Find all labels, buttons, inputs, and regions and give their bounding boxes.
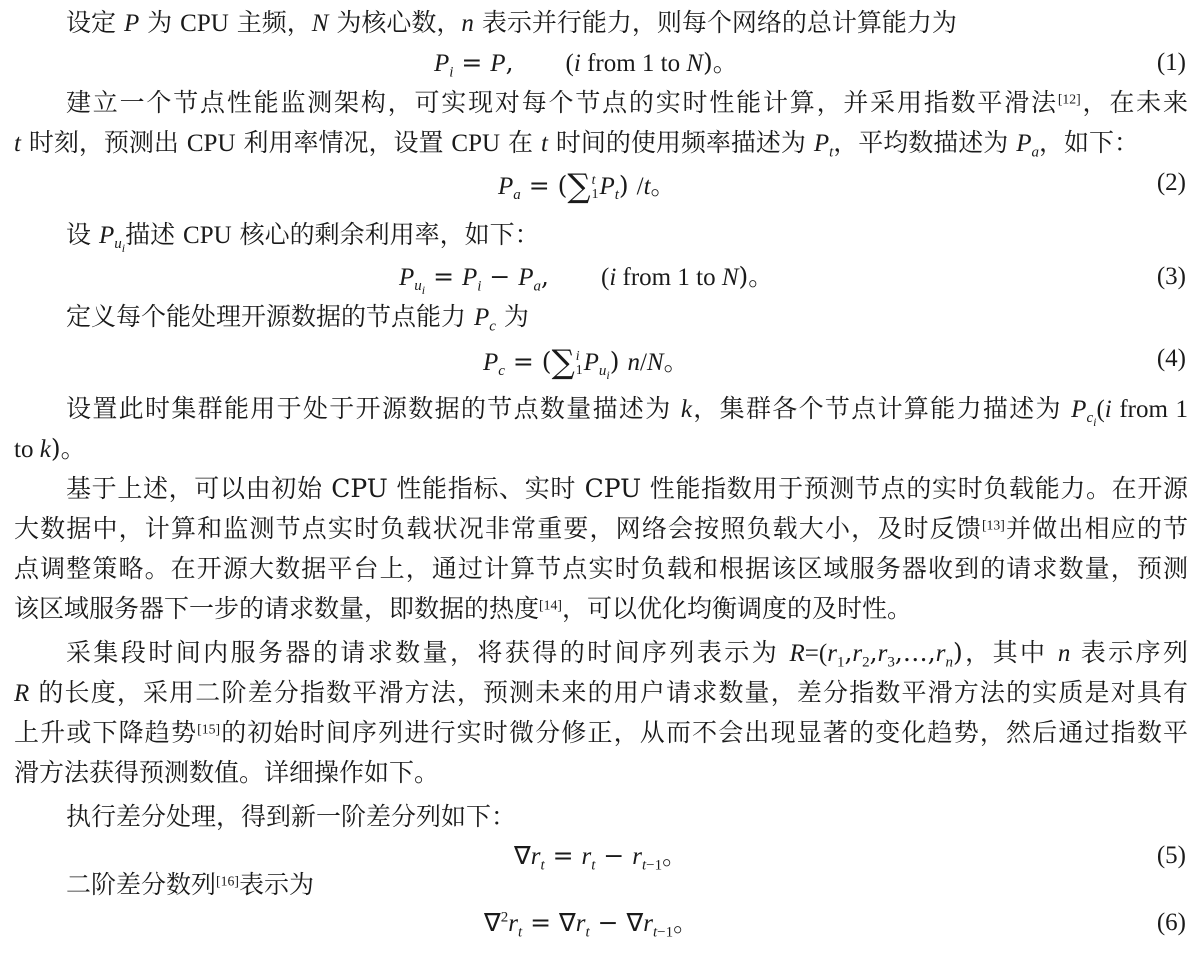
equation-3: $P_{u_i} = P_i - P_a$, (i from 1 to N)。 (3): [399, 262, 1186, 298]
paragraph-cluster-line-1: 设置此时集群能用于处于开源数据的节点数量描述为 k，集群各个节点计算能力描述为 $P_{c_i}(i$ from 1: [66, 394, 1189, 430]
paragraph-monitoring-line-2: t 时刻，预测出 CPU 利用率情况，设置 CPU 在 t 时间的使用频率描述为 $P_t$，平均数描述为 $P_a$，如下：: [14, 128, 1140, 161]
paragraph-cluster-line-2: to k)。: [14, 434, 86, 463]
equation-4: $P_c$ = (∑ i 1 $P_{u_i}$) n/N。 (4): [483, 343, 1186, 383]
paragraph-request-line-3: 上升或下降趋势[15]的初始时间序列进行实时微分修正，从而不会出现显著的变化趋势，然后通过指数平: [14, 718, 1188, 747]
paragraph-node-capability: 定义每个能处理开源数据的节点能力 $P_c$ 为: [66, 302, 529, 335]
equation-5-number: (5): [1156, 842, 1186, 869]
equation-6-number: (6): [1156, 909, 1186, 936]
paragraph-load-line-2: 大数据中，计算和监测节点实时负载状况非常重要，网络会按照负载大小，及时反馈[13]并做出相应的节: [14, 514, 1188, 543]
equation-5: $\nabla r_t = r_t - r_{t-1}$。 (5): [514, 841, 1186, 874]
paragraph-request-line-1: 采集段时间内服务器的请求数量，将获得的时间序列表示为 $R=(r_1,r_2,r_3,\dots,r_n)$，其中 n 表示序列: [66, 638, 1188, 671]
paragraph-load-line-3: 点调整策略。在开源大数据平台上，通过计算节点实时负载和根据该区域服务器收到的请求数量，预测: [14, 554, 1188, 583]
paragraph-request-line-4: 滑方法获得预测数值。详细操作如下。: [14, 758, 440, 787]
paragraph-load-line-1: 基于上述，可以由初始 CPU 性能指标、实时 CPU 性能指数用于预测节点的实时负载能力。在开源: [66, 474, 1188, 503]
equation-1-number: (1): [1156, 49, 1186, 76]
paragraph-first-difference: 执行差分处理，得到新一阶差分列如下：: [66, 802, 517, 831]
equation-2-number: (2): [1156, 169, 1186, 196]
equation-6: $\nabla^2r_t = \nabla r_t - \nabla r_{t-1}$。 (6): [484, 908, 1186, 941]
paragraph-load-line-4: 该区域服务器下一步的请求数量，即数据的热度[14]，可以优化均衡调度的及时性。: [14, 594, 912, 623]
equation-4-number: (4): [1156, 345, 1186, 372]
equation-2: $P_a$ = (∑ t 1 $P_t$) /t。 (2): [498, 167, 1186, 205]
paragraph-monitoring-line-1: 建立一个节点性能监测架构，可实现对每个节点的实时性能计算，并采用指数平滑法[12]，在未来: [66, 88, 1188, 117]
paragraph-request-line-2: R 的长度，采用二阶差分指数平滑方法，预测未来的用户请求数量，差分指数平滑方法的实质是对具有: [14, 678, 1188, 707]
equation-1: $P_i = P$, (i from 1 to N)。 (1): [434, 48, 1186, 81]
equation-3-number: (3): [1156, 263, 1186, 290]
paragraph-cpu-frequency: 设定 P 为 CPU 主频，N 为核心数，n 表示并行能力，则每个网络的总计算能力为: [66, 8, 957, 37]
paragraph-second-difference: 二阶差分数列[16]表示为: [66, 870, 314, 899]
paragraph-remaining-utilization: 设 $P_{u_i}$描述 CPU 核心的剩余利用率，如下：: [66, 220, 540, 256]
